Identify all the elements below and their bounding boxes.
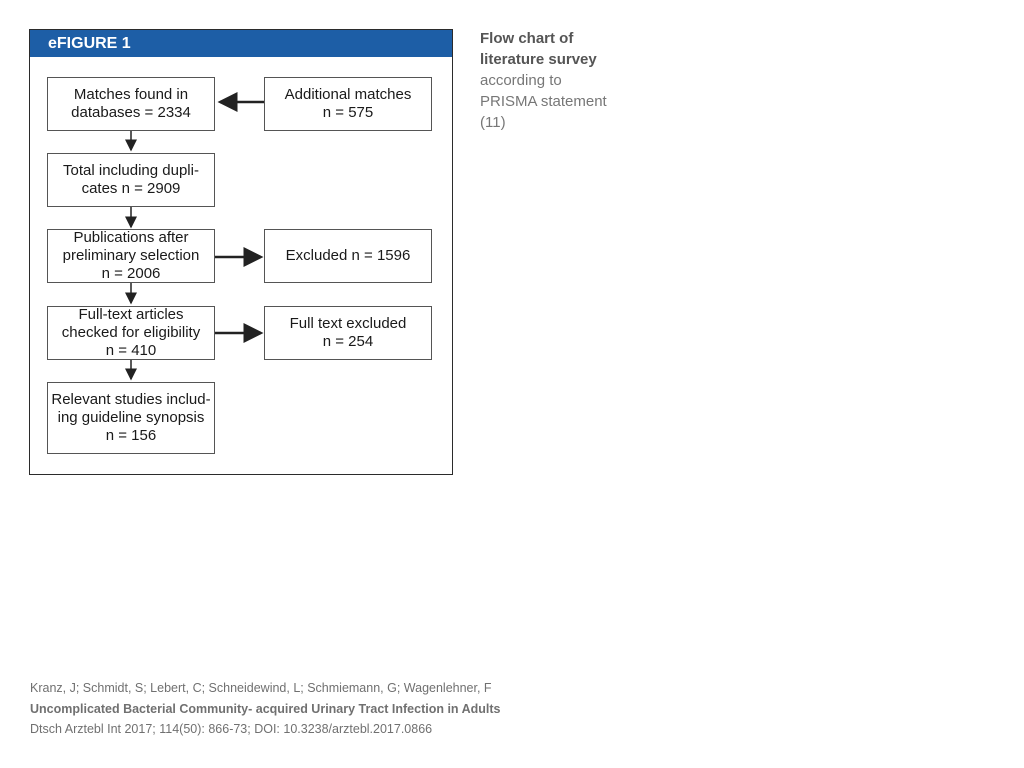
figure-header: eFIGURE 1	[30, 30, 452, 57]
box-relevant-studies: Relevant studies includ- ing guideline synopsis n = 156	[47, 382, 215, 454]
caption-line-4: PRISMA statement	[480, 93, 607, 110]
box-fulltext-articles: Full-text articles checked for eligibility n = 410	[47, 306, 215, 360]
box-additional-matches: Additional matches n = 575	[264, 77, 432, 131]
caption-line-5: (11)	[480, 114, 506, 131]
caption-line-3: according to	[480, 72, 562, 89]
box-matches-found: Matches found in databases = 2334	[47, 77, 215, 131]
citation-title: Uncomplicated Bacterial Community- acquired Urinary Tract Infection in Adults	[30, 701, 501, 716]
citation-authors: Kranz, J; Schmidt, S; Lebert, C; Schneidewind, L; Schmiemann, G; Wagenlehner, F	[30, 681, 492, 695]
figure-caption	[480, 28, 610, 133]
caption-line-1: Flow chart of	[480, 30, 574, 47]
box-fulltext-excluded: Full text excluded n = 254	[264, 306, 432, 360]
box-publications-preliminary: Publications after preliminary selection n = 2006	[47, 229, 215, 283]
box-excluded: Excluded n = 1596	[264, 229, 432, 283]
citation	[30, 678, 500, 740]
caption-line-2: literature survey	[480, 51, 597, 68]
box-total-duplicates: Total including dupli- cates n = 2909	[47, 153, 215, 207]
citation-source: Dtsch Arztebl Int 2017; 114(50): 866-73; DOI: 10.3238/arztebl.2017.0866	[30, 722, 433, 736]
prisma-figure	[29, 29, 453, 475]
